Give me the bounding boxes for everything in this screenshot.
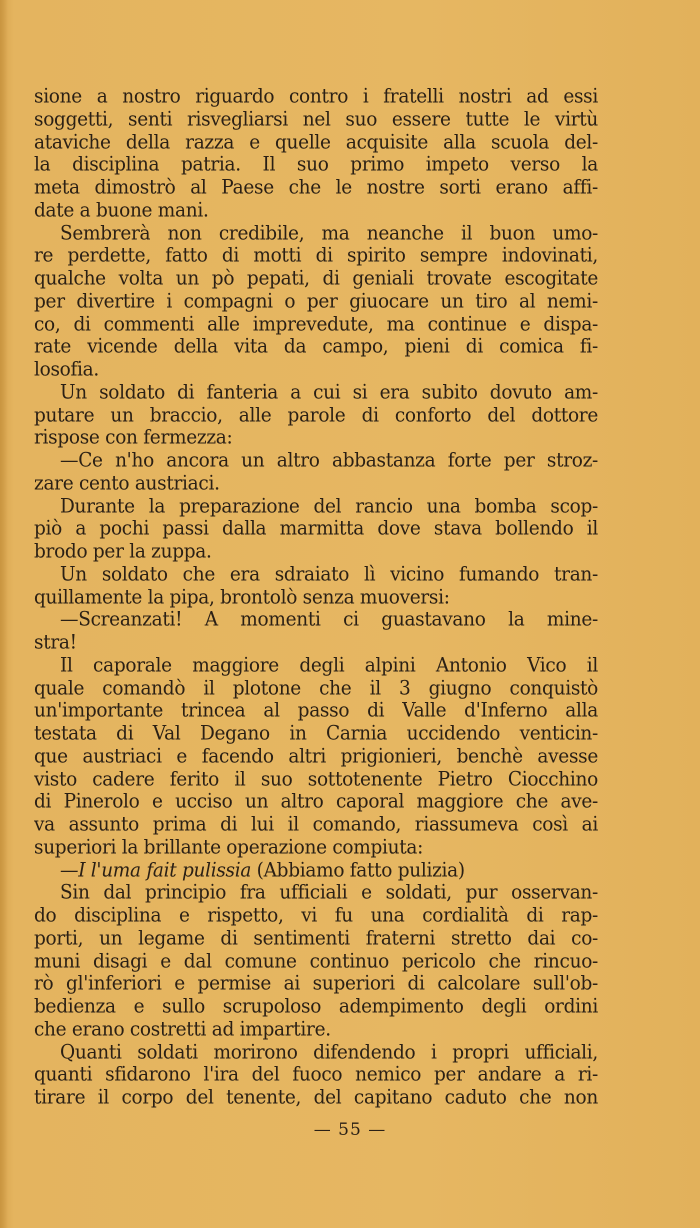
- page-number: — 55 —: [313, 1120, 387, 1140]
- body-text: [34, 86, 598, 1110]
- text-line: rispose con fermezza:: [34, 426, 233, 450]
- italic-quote: —I l'uma fait pulissia: [60, 858, 252, 882]
- text-line: un'importante trincea al passo di Valle d'Inferno alla: [34, 699, 598, 723]
- text-line: muni disagi e dal comune continuo pericolo che rincuo-: [34, 949, 598, 973]
- text-line: Quanti soldati morirono difendendo i propri ufficiali,: [60, 1040, 598, 1064]
- text-line: zare cento austriaci.: [34, 471, 220, 495]
- text-line: la disciplina patria. Il suo primo impeto verso la: [34, 153, 598, 177]
- text-line: do disciplina e rispetto, vi fu una cordialità di rap-: [34, 904, 598, 927]
- text-line: bedienza e sullo scrupoloso adempimento degli ordini: [34, 995, 598, 1018]
- text-line: che erano costretti ad impartire.: [34, 1017, 331, 1041]
- text-line: ataviche della razza e quelle acquisite alla scuola del-: [34, 130, 598, 154]
- text-line: stra!: [34, 631, 77, 654]
- text-line: putare un braccio, alle parole di conforto del dottore: [34, 403, 598, 427]
- page-edge-shadow: [0, 0, 8, 1228]
- translation: (Abbiamo fatto pulizia): [251, 858, 465, 882]
- text-line: Sembrerà non credibile, ma neanche il buon umo-: [60, 221, 598, 245]
- text-line: Un soldato che era sdraiato lì vicino fumando tran-: [60, 562, 598, 586]
- text-line: [34, 859, 598, 884]
- text-line: superiori la brillante operazione compiuta:: [34, 835, 424, 859]
- text-line: testata di Val Degano in Carnia uccidendo venticin-: [34, 722, 598, 745]
- text-line: per divertire i compagni o per giuocare un tiro al nemi-: [34, 289, 598, 313]
- text-line: quanti sfidarono l'ira del fuoco nemico per andare a ri-: [34, 1063, 598, 1087]
- text-line: tirare il corpo del tenente, del capitano caduto che non: [34, 1086, 598, 1109]
- text-line: sione a nostro riguardo contro i fratelli nostri ad essi: [34, 85, 598, 108]
- text-line: rò gl'inferiori e permise ai superiori di calcolare sull'ob-: [34, 972, 598, 996]
- text-line: qualche volta un pò pepati, di geniali trovate escogitate: [34, 267, 598, 290]
- text-line: co, di commenti alle imprevedute, ma continue e dispa-: [34, 312, 598, 336]
- text-line: va assunto prima di lui il comando, riassumeva così ai: [34, 813, 598, 836]
- text-line: soggetti, senti risvegliarsi nel suo essere tutte le virtù: [34, 107, 598, 131]
- text-line: piò a pochi passi dalla marmitta dove stava bollendo il: [34, 517, 598, 541]
- text-line: visto cadere ferito il suo sottotenente Pietro Ciocchino: [34, 767, 598, 791]
- text-line: quillamente la pipa, brontolò senza muoversi:: [34, 585, 450, 609]
- text-line: porti, un legame di sentimenti fraterni stretto dai co-: [34, 926, 598, 950]
- text-line: que austriaci e facendo altri prigionieri, benchè avesse: [34, 744, 598, 768]
- text-line: Durante la preparazione del rancio una bomba scop-: [60, 494, 598, 518]
- text-line: Il caporale maggiore degli alpini Antonio Vico il: [60, 653, 598, 677]
- text-line: brodo per la zuppa.: [34, 540, 212, 563]
- text-line: di Pinerolo e ucciso un altro caporal maggiore che ave-: [34, 790, 598, 814]
- text-line: losofia.: [34, 358, 99, 381]
- text-line: date a buone mani.: [34, 198, 209, 222]
- text-line: re perdette, fatto di motti di spirito sempre indovinati,: [34, 244, 598, 268]
- text-line: Un soldato di fanteria a cui si era subito dovuto am-: [60, 380, 598, 404]
- text-line: —Ce n'ho ancora un altro abbastanza forte per stroz-: [60, 449, 598, 472]
- text-line: quale comandò il plotone che il 3 giugno conquistò: [34, 676, 598, 700]
- text-line: meta dimostrò al Paese che le nostre sorti erano affi-: [34, 176, 598, 199]
- text-line: Sin dal principio fra ufficiali e soldati, pur osservan-: [60, 881, 598, 905]
- text-line: rate vicende della vita da campo, pieni di comica fi-: [34, 335, 598, 359]
- text-line: —Screanzati! A momenti ci guastavano la mine-: [60, 608, 598, 632]
